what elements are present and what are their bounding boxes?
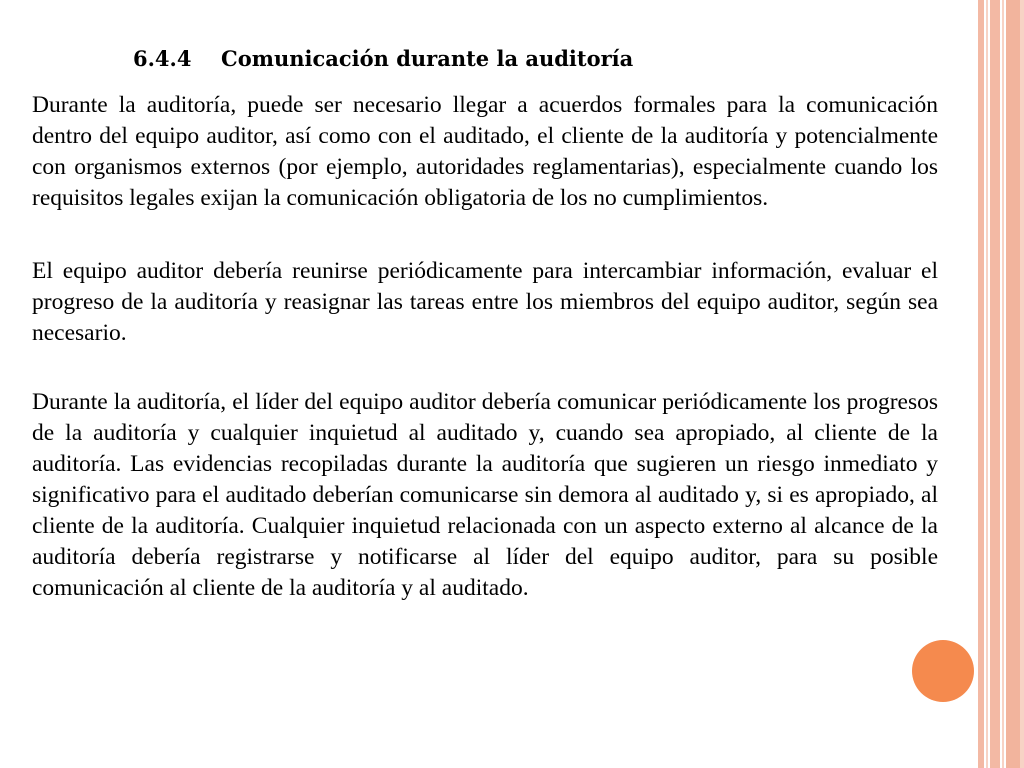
right-border-decoration	[986, 0, 988, 768]
right-border-decoration	[1006, 0, 1020, 768]
paragraph-communication-agreements: Durante la auditoría, puede ser necesario llegar a acuerdos formales para la comunicación dentro del equipo auditor, así como con el auditado, el cliente de la auditoría y potencialmente con organismos externos (por ejemplo, autoridades reglamentarias), especialmente cuando los requisitos legales exijan la comunicación obligatoria de los no cumplimientos.	[32, 92, 938, 211]
section-title: Comunicación durante la auditoría	[221, 46, 634, 71]
right-border-decoration	[1002, 0, 1004, 768]
paragraph-team-meetings: El equipo auditor debería reunirse periódicamente para intercambiar información, evaluar el progreso de la auditoría y reasignar las tareas entre los miembros del equipo auditor, según sea necesario.	[32, 258, 938, 346]
section-number: 6.4.4	[133, 46, 192, 71]
section-heading	[133, 42, 938, 76]
right-border-decoration	[1020, 0, 1024, 768]
right-border-decoration	[978, 0, 984, 768]
decorative-circle	[912, 640, 974, 702]
paragraph-leader-communication: Durante la auditoría, el líder del equipo auditor debería comunicar periódicamente los progresos de la auditoría y cualquier inquietud al auditado y, cuando sea apropiado, al cliente de la auditoría. Las evidencias recopiladas durante la auditoría que sugieren un riesgo inmediato y significativo para el auditado deberían comunicarse sin demora al auditado y, si es apropiado, al cliente de la auditoría. Cualquier inquietud relacionada con un aspecto externo al alcance de la auditoría debería registrarse y notificarse al líder del equipo auditor, para su posible comunicación al cliente de la auditoría y al auditado.	[32, 389, 938, 601]
right-border-decoration	[990, 0, 1000, 768]
slide-content	[32, 42, 938, 604]
